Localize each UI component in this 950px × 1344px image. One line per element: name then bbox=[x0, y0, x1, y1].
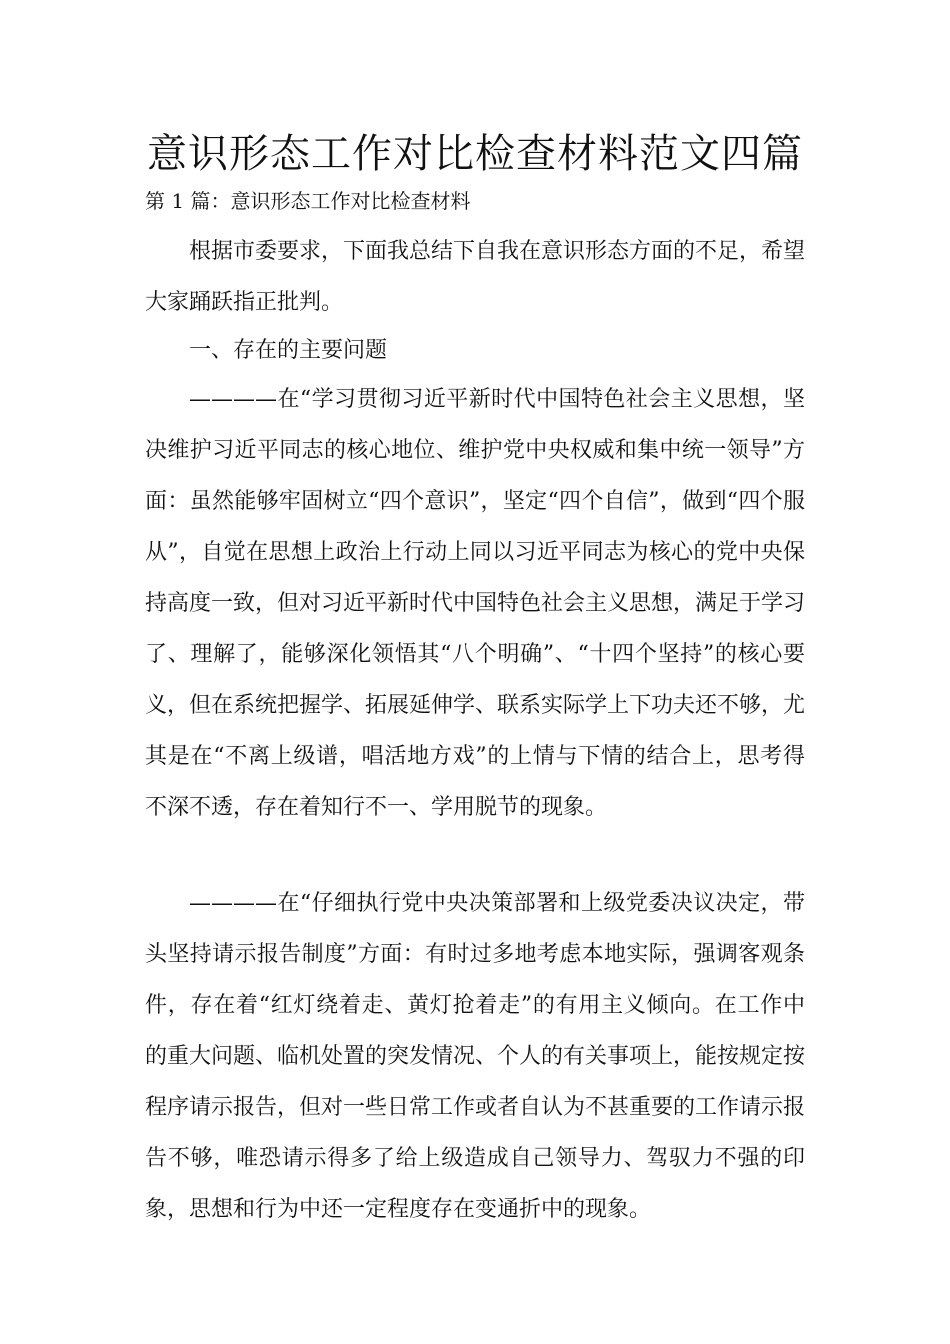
problem-paragraph-2: ————在“仔细执行党中央决策部署和上级党委决议决定，带头坚持请示报告制度”方面：有时过多地考虑本地实际，强调客观条件，存在着“红灯绕着走、黄灯抢着走”的有用主义倾向。在工作中的重大问题、临机处置的突发情况、个人的有关事项上，能按规定按程序请示报告，但对一些日常工作或者自认为不甚重要的工作请示报告不够，唯恐请示得多了给上级造成自己领导力、驾驭力不强的印象，思想和行为中还一定程度存在变通折中的现象。 bbox=[145, 891, 806, 1222]
section-heading-problems: 一、存在的主要问题 bbox=[189, 338, 388, 363]
document-title: 意识形态工作对比检查材料范文四篇 bbox=[147, 131, 803, 177]
section-heading: 第 1 篇：意识形态工作对比检查材料 bbox=[145, 189, 471, 213]
problem-paragraph-1: ————在“学习贯彻习近平新时代中国特色社会主义思想，坚决维护习近平同志的核心地位、维护党中央权威和集中统一领导”方面：虽然能够牢固树立“四个意识”，坚定“四个自信”，做到“四个服从”，自觉在思想上政治上行动上同以习近平同志为核心的党中央保持高度一致，但对习近平新时代中国特色社会主义思想，满足于学习了、理解了，能够深化领悟其“八个明确”、“十四个坚持”的核心要义，但在系统把握学、拓展延伸学、联系实际学上下功夫还不够，尤其是在“不离上级谱，唱活地方戏”的上情与下情的结合上，思考得不深不透，存在着知行不一、学用脱节的现象。 bbox=[145, 387, 806, 820]
intro-paragraph: 根据市委要求，下面我总结下自我在意识形态方面的不足，希望大家踊跃指正批判。 bbox=[145, 239, 806, 315]
